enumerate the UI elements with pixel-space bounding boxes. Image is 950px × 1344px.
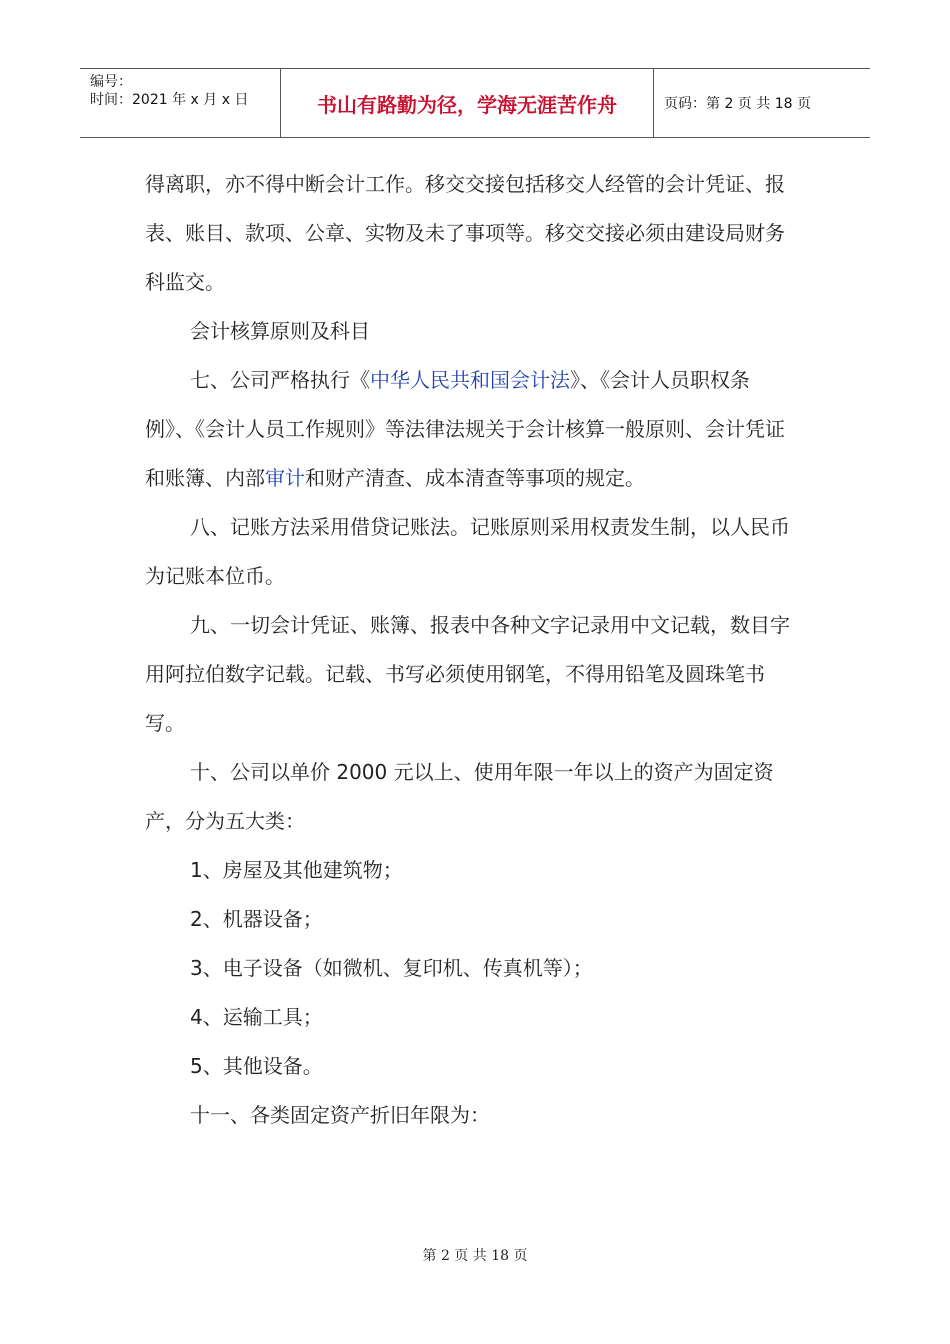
header-table <box>80 68 870 138</box>
list-item: 3、电子设备（如微机、复印机、传真机等）； <box>190 956 593 980</box>
document-date-label: 时间：2021 年 x 月 x 日 <box>90 92 249 108</box>
list-item: 5、其他设备。 <box>190 1054 323 1078</box>
paragraph-seven-text-b: 》、《会计人员职权条例》、《会计人员工作规则》等法律法规关于会计核算一般原则、会计凭证和账簿、内部 <box>145 368 785 490</box>
header-motto: 书山有路勤为径，学海无涯苦作舟 <box>281 69 654 137</box>
paragraph-ten: 十、公司以单价 2000 元以上、使用年限一年以上的资产为固定资产，分为五大类： <box>145 760 774 833</box>
list-item: 2、机器设备； <box>190 907 323 931</box>
paragraph-handover: 得离职，亦不得中断会计工作。移交交接包括移交人经管的会计凭证、报表、账目、款项、公章、实物及未了事项等。移交交接必须由建设局财务科监交。 <box>145 172 785 294</box>
paragraph-nine: 九、一切会计凭证、账簿、报表中各种文字记录用中文记载，数目字用阿拉伯数字记载。记载、书写必须使用钢笔，不得用铅笔及圆珠笔书写。 <box>145 613 790 735</box>
paragraph-eight: 八、记账方法采用借贷记账法。记账原则采用权责发生制，以人民币为记账本位币。 <box>145 515 790 588</box>
header-meta-cell <box>80 69 281 137</box>
page-footer: 第 2 页 共 18 页 <box>422 1248 528 1264</box>
list-item: 4、运输工具； <box>190 1005 323 1029</box>
paragraph-seven <box>145 356 795 503</box>
paragraph-seven-text-c: 和财产清查、成本清查等事项的规定。 <box>305 466 645 490</box>
list-item: 1、房屋及其他建筑物； <box>190 858 403 882</box>
audit-link[interactable]: 审计 <box>265 466 305 490</box>
section-heading: 会计核算原则及科目 <box>190 319 370 343</box>
document-number-label: 编号： <box>90 74 132 90</box>
accounting-law-link[interactable]: 中华人民共和国会计法 <box>370 368 570 392</box>
paragraph-eleven: 十一、各类固定资产折旧年限为： <box>190 1103 490 1127</box>
header-page-info: 页码：第 2 页 共 18 页 <box>664 96 811 112</box>
document-body <box>145 160 795 1140</box>
paragraph-seven-text-a: 七、公司严格执行《 <box>190 368 370 392</box>
